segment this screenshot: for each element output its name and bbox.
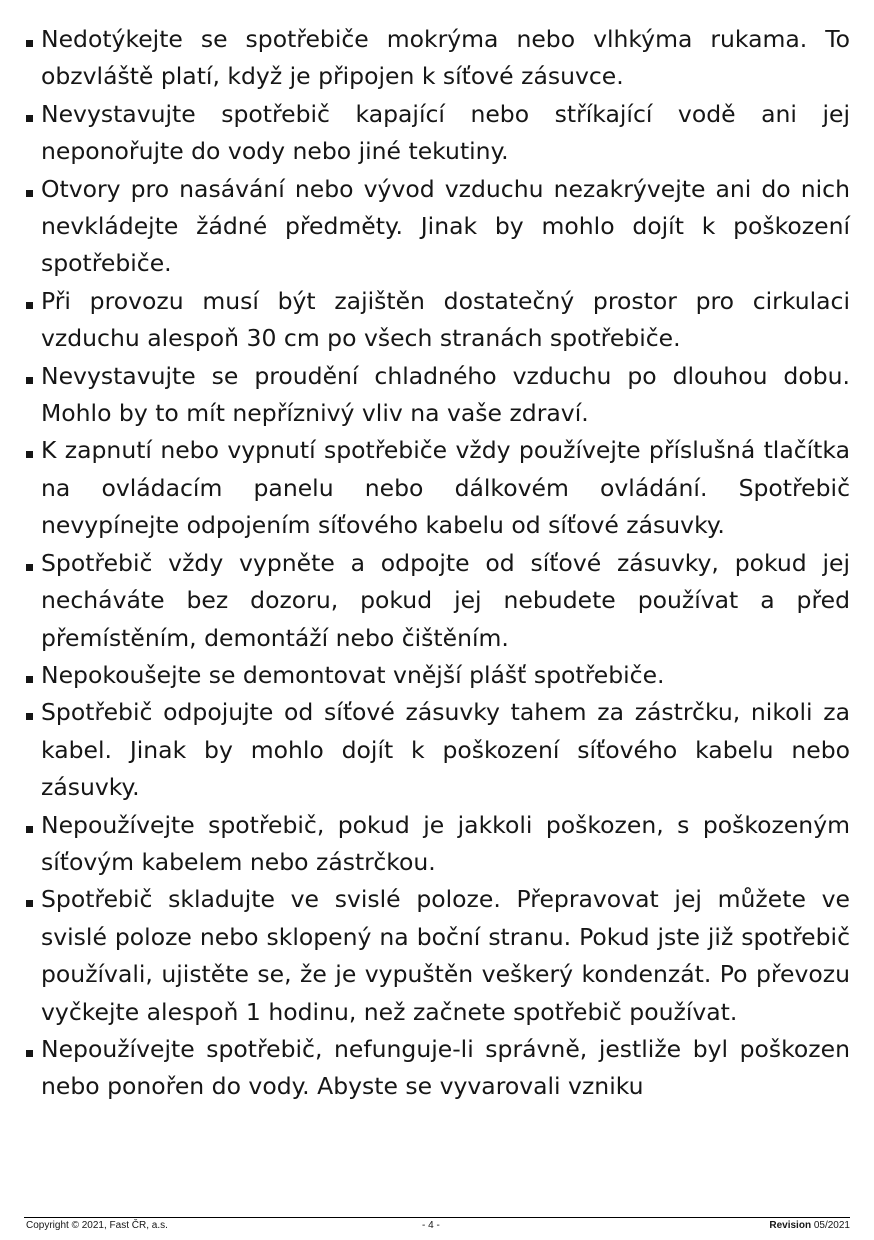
list-item: [26, 1031, 850, 1106]
list-item-text: Nedotýkejte se spotřebiče mokrýma nebo vlhkýma rukama. To obzvláště platí, když je připojen k síťové zásuvce.: [41, 25, 850, 91]
list-item: [26, 171, 850, 283]
list-item: [26, 358, 850, 433]
square-bullet-icon: [26, 190, 33, 197]
footer-divider: [24, 1217, 850, 1218]
list-item-text: Spotřebič odpojujte od síťové zásuvky tahem za zástrčku, nikoli za kabel. Jinak by mohlo dojít k poškození síťového kabelu nebo zásuvky.: [41, 698, 850, 802]
list-item-text: Nepoužívejte spotřebič, nefunguje-li správně, jestliže byl poškozen nebo ponořen do vody. Abyste se vyvarovali vzniku: [41, 1034, 850, 1101]
square-bullet-icon: [26, 302, 33, 309]
square-bullet-icon: [26, 564, 33, 571]
list-item-text: Nepokoušejte se demontovat vnější plášť spotřebiče.: [41, 660, 665, 689]
square-bullet-icon: [26, 451, 33, 458]
list-item: [26, 657, 850, 694]
list-item-text: K zapnutí nebo vypnutí spotřebiče vždy používejte příslušná tlačítka na ovládacím panelu nebo dálkovém ovládání. Spotřebič nevypínejte odpojením síťového kabelu od síťové zásuvky.: [41, 436, 850, 540]
safety-instructions-list: [26, 21, 850, 1106]
list-item: [26, 432, 850, 544]
list-item-text: Nevystavujte se proudění chladného vzduchu po dlouhou dobu. Mohlo by to mít nepříznivý vliv na vaše zdraví.: [41, 361, 850, 428]
page-footer: [24, 1220, 850, 1234]
footer-revision: [769, 1220, 850, 1231]
list-item: [26, 21, 850, 96]
list-item-text: Nevystavujte spotřebič kapající nebo stříkající vodě ani jej neponořujte do vody nebo jiné tekutiny.: [41, 99, 850, 166]
list-item-text: Spotřebič skladujte ve svislé poloze. Přepravovat jej můžete ve svislé poloze nebo sklopený na boční stranu. Pokud jste již spotřebič používali, ujistěte se, že je vypuštěn veškerý kondenzát. Po převozu vyčkejte alespoň 1 hodinu, než začnete spotřebič používat.: [41, 885, 850, 1026]
square-bullet-icon: [26, 40, 33, 47]
square-bullet-icon: [26, 676, 33, 683]
list-item: [26, 881, 850, 1031]
square-bullet-icon: [26, 713, 33, 720]
square-bullet-icon: [26, 900, 33, 907]
list-item-text: Při provozu musí být zajištěn dostatečný prostor pro cirkulaci vzduchu alespoň 30 cm po všech stranách spotřebiče.: [41, 286, 850, 353]
list-item: [26, 283, 850, 358]
square-bullet-icon: [26, 826, 33, 833]
list-item: [26, 545, 850, 657]
square-bullet-icon: [26, 377, 33, 384]
square-bullet-icon: [26, 115, 33, 122]
footer-revision-date: 05/2021: [813, 1220, 850, 1231]
square-bullet-icon: [26, 1050, 33, 1057]
footer-page-number: - 4 -: [422, 1220, 440, 1231]
footer-copyright: Copyright © 2021, Fast ČR, a.s.: [26, 1220, 168, 1231]
list-item: [26, 96, 850, 171]
list-item: [26, 807, 850, 882]
list-item: [26, 694, 850, 806]
list-item-text: Otvory pro nasávání nebo vývod vzduchu nezakrývejte ani do nich nevkládejte žádné předměty. Jinak by mohlo dojít k poškození spotřebiče.: [41, 174, 850, 278]
list-item-text: Nepoužívejte spotřebič, pokud je jakkoli poškozen, s poškozeným síťovým kabelem nebo zástrčkou.: [41, 810, 850, 876]
footer-revision-label: Revision: [769, 1220, 812, 1231]
list-item-text: Spotřebič vždy vypněte a odpojte od síťové zásuvky, pokud jej necháváte bez dozoru, pokud jej nebudete používat a před přemístěním, demontáží nebo čištěním.: [41, 548, 850, 652]
